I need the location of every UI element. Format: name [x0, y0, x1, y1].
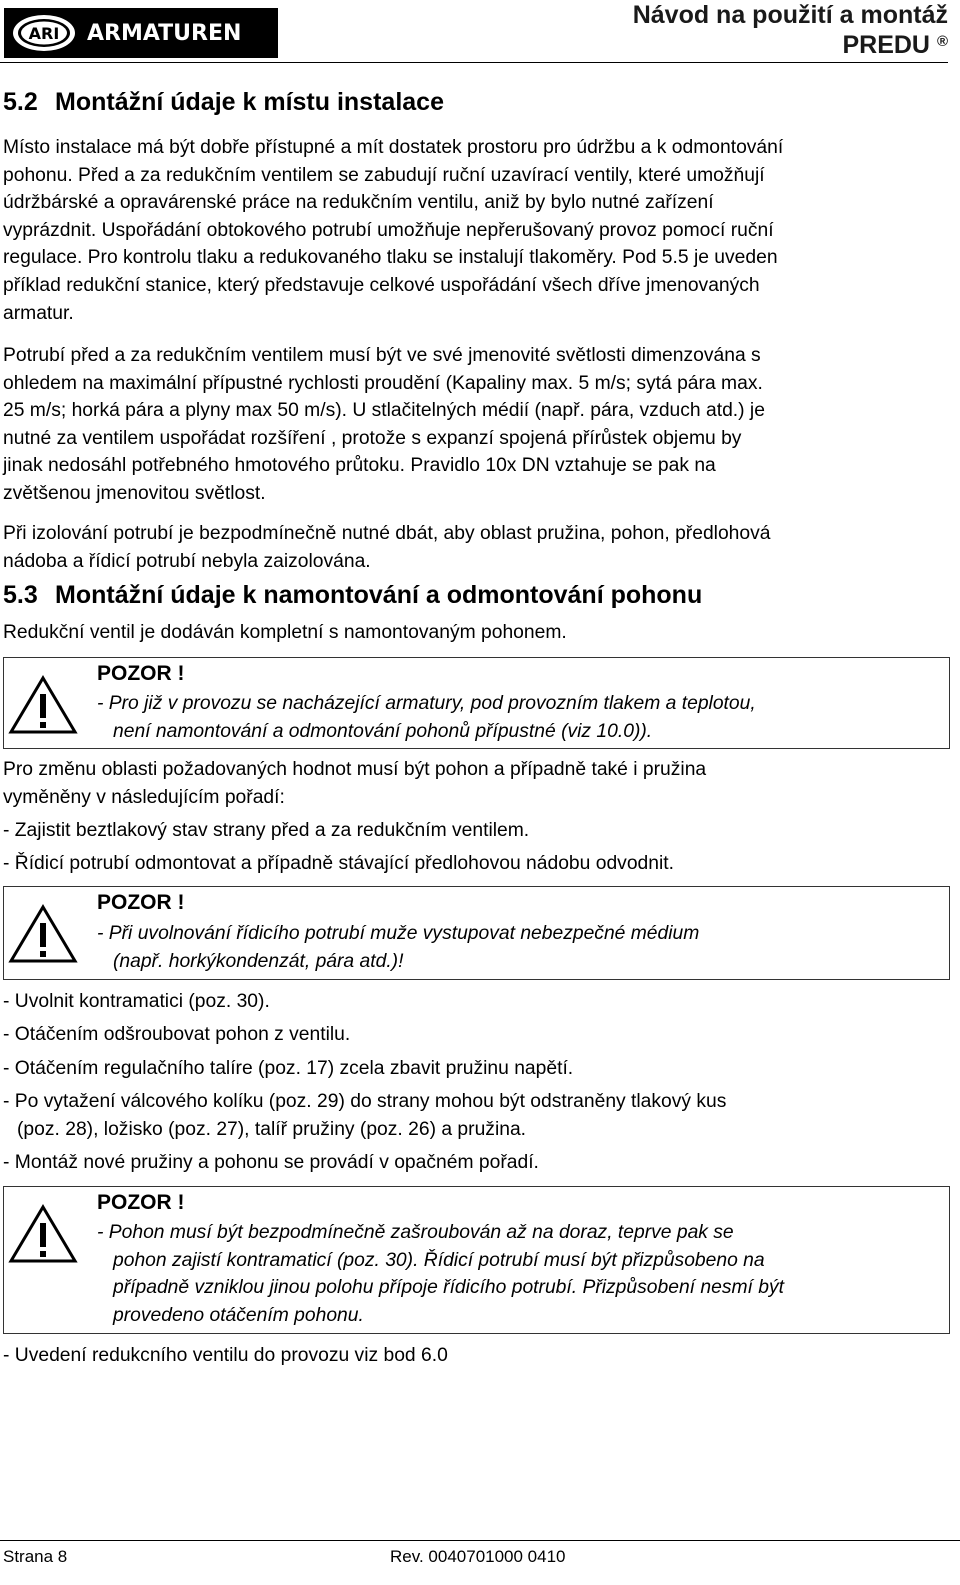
section-5-2-heading: 5.2 Montážní údaje k místu instalace — [3, 88, 444, 116]
product-name: PREDU ® — [842, 31, 948, 59]
ari-armaturen-logo — [4, 8, 278, 58]
section-5-3-heading: 5.3 Montážní údaje k namontování a odmontování pohonu — [3, 581, 703, 609]
paragraph-change-range: Pro změnu oblasti požadovaných hodnot musí být pohon a případně také i pružina vyměněny v následujícím pořadí: — [3, 759, 707, 808]
list-item: - Otáčením odšroubovat pohon z ventilu. — [3, 1024, 351, 1045]
list-item: - Uvolnit kontramatici (poz. 30). — [3, 991, 270, 1012]
warning-triangle-icon — [8, 674, 78, 736]
svg-text:ARI: ARI — [28, 24, 60, 43]
list-item: - Zajistit beztlakový stav strany před a za redukčním ventilem. — [3, 820, 530, 841]
paragraph-delivery-note: Redukční ventil je dodáván kompletní s namontovaným pohonem. — [3, 622, 567, 643]
warning-title: POZOR ! — [97, 1191, 185, 1214]
warning-box-3 — [3, 1186, 950, 1334]
list-item-continuation: (poz. 28), ložisko (poz. 27), talíř pružiny (poz. 26) a pružina. — [17, 1119, 527, 1140]
footer-divider — [0, 1540, 960, 1541]
paragraph-pipe-dimensioning: Potrubí před a za redukčním ventilem musí být ve své jmenovité světlosti dimenzována s ohledem na maximální přípustné rychlosti proudění (Kapaliny max. 5 m/s; sytá pára max. 25 m/s; horká pára a plyny max 50 m/s). U stlačitelných médií (např. pára, vzduch atd.) je nutné za ventilem uspořádat rozšíření , protože s expanzí spojená přírůstek objemu by jinak nedosáhl potřebného hmotového průtoku. Pravidlo 10x DN vztahuje se pak na zvětšenou jmenovitou světlost. — [3, 345, 765, 504]
page-number: Strana 8 — [3, 1547, 68, 1566]
ari-logo-icon — [11, 13, 77, 53]
warning-box-2 — [3, 886, 950, 980]
warning-text: - Pro již v provozu se nacházející armatury, pod provozním tlakem a teplotou, není namontování a odmontování pohonů přípustné (viz 10.0)). — [97, 693, 756, 742]
warning-text: - Pohon musí být bezpodmínečně zašroubován až na doraz, teprve pak se pohon zajistí kontramaticí (poz. 30). Řídicí potrubí musí být přizpůsobeno na případně vzniklou jinou polohu přípoje řídicího potrubí. Přizpůsobení nesmí být provedeno otáčením pohonu. — [97, 1222, 784, 1326]
warning-title: POZOR ! — [97, 662, 185, 685]
list-item: - Po vytažení válcového kolíku (poz. 29) do strany mohou být odstraněny tlakový kus — [3, 1091, 727, 1112]
paragraph-installation-location: Místo instalace má být dobře přístupné a mít dostatek prostoru pro údržbu a k odmontování pohonu. Před a za redukčním ventilem se zabudují ruční uzavírací ventily, které umožňují údržbárské a opravárenské práce na redukčním ventilu, aniž by bylo nutné zařízení vyprázdnit. Uspořádání obtokového potrubí umožňuje nepřerušovaný provoz pomocí ruční regulace. Pro kontrolu tlaku a redukovaného tlaku se instalují tlakoměry. Pod 5.5 je uveden příklad redukční stanice, který představuje celkové uspořádání všech dříve jmenovaných armatur. — [3, 137, 784, 324]
list-item: - Otáčením regulačního talíre (poz. 17) zcela zbavit pružinu napětí. — [3, 1058, 574, 1079]
paragraph-insulation: Při izolování potrubí je bezpodmínečně nutné dbát, aby oblast pružina, pohon, předlohová nádoba a řídicí potrubí nebyla zaizolována. — [3, 523, 771, 572]
warning-triangle-icon — [8, 903, 78, 965]
warning-box-1 — [3, 657, 950, 749]
list-item: - Řídicí potrubí odmontovat a případně stávající předlohovou nádobu odvodnit. — [3, 853, 674, 874]
list-item: - Montáž nové pružiny a pohonu se provádí v opačném pořadí. — [3, 1152, 539, 1173]
revision-number: Rev. 0040701000 0410 — [390, 1547, 566, 1566]
warning-triangle-icon — [8, 1203, 78, 1265]
warning-text: - Při uvolnování řídicího potrubí muže vystupovat nebezpečné médium (např. horkýkondenzát, pára atd.)! — [97, 923, 700, 972]
document-title: Návod na použití a montáž — [632, 1, 948, 29]
warning-title: POZOR ! — [97, 891, 185, 914]
header-divider — [0, 62, 948, 63]
list-item: - Uvedení redukcního ventilu do provozu viz bod 6.0 — [3, 1345, 448, 1366]
logo-wordmark: ARMATUREN — [87, 20, 242, 46]
